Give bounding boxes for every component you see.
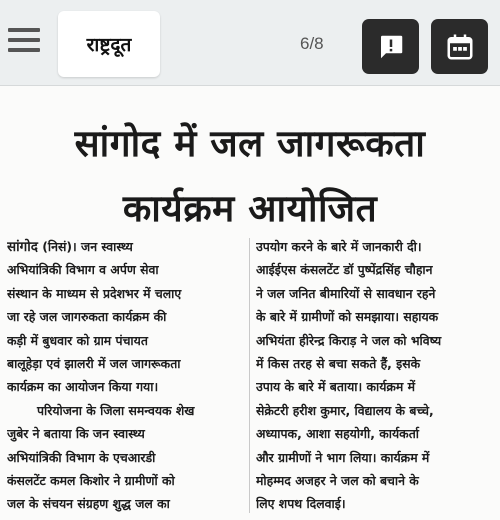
comment-button[interactable]: [362, 19, 419, 74]
app-header: [0, 0, 500, 86]
calendar-icon: [445, 32, 475, 62]
column-line: अभियांत्रिकी विभाग के एचआरडी: [7, 449, 156, 465]
column-line: लिए शपथ दिलवाई।: [256, 496, 346, 512]
column-line: और ग्रामीणों ने भाग लिया। कार्यक्रम में: [256, 449, 430, 465]
newspaper-logo[interactable]: [58, 11, 160, 77]
column-line: परियोजना के जिला समन्वयक शेख: [37, 402, 195, 418]
column-line: संस्थान के माध्यम से प्रदेशभर में चलाए: [7, 285, 182, 301]
column-line: कंसलटेंट कमल किशोर ने ग्रामीणों को: [7, 472, 175, 488]
column-line: ने जल जनित बीमारियों से सावधान रहने: [256, 285, 436, 301]
logo-text: राष्ट्रदूत: [86, 34, 132, 56]
column-line: कड़ी में बुधवार को ग्राम पंचायत: [7, 332, 148, 348]
news-article: [0, 86, 500, 520]
article-column-right: [256, 235, 494, 516]
hamburger-menu-icon[interactable]: [8, 28, 40, 54]
comment-alert-icon: [376, 32, 406, 62]
column-line: जा रहे जल जागरुकता कार्यक्रम की: [7, 309, 167, 325]
headline-line-2: कार्यक्रम आयोजित: [122, 187, 378, 230]
column-line: जल के संचयन संग्रहण शुद्ध जल का: [7, 496, 170, 512]
column-line: सेक्रेटरी हरीश कुमार, विद्यालय के बच्चे,: [256, 402, 434, 418]
headline-line-1: सांगोद में जल जागरूकता: [74, 122, 426, 165]
column-line: आईईएस कंसलटेंट डॉ पुष्पेंद्रसिंह चौहान: [256, 262, 433, 278]
dateline: सांगोद: [7, 239, 38, 255]
page-indicator: 6/8: [300, 34, 324, 53]
column-line: अध्यापक, आशा सहयोगी, कार्यकर्ता: [256, 426, 419, 442]
column-line: जुबेर ने बताया कि जन स्वास्थ्य: [7, 426, 145, 442]
column-line: में किस तरह से बचा सकते हैं, इसके: [256, 355, 421, 371]
column-line: सांगोद (निसं)। जन स्वास्थ्य: [7, 239, 133, 255]
calendar-button[interactable]: [431, 19, 488, 74]
column-line: अभियांत्रिकी विभाग व अर्पण सेवा: [7, 262, 159, 278]
column-line: कार्यक्रम का आयोजन किया गया।: [7, 379, 159, 395]
column-line: उपयोग करने के बारे में जानकारी दी।: [256, 239, 422, 254]
column-line: के बारे में ग्रामीणों को समझाया। सहायक: [256, 309, 439, 325]
column-line: बालूहेड़ा एवं झालरी में जल जागरूकता: [7, 355, 181, 371]
column-line: उपाय के बारे में बताया। कार्यक्रम में: [256, 379, 416, 395]
column-line: मोहम्मद अजहर ने जल को बचाने के: [256, 472, 419, 488]
article-column-left: [7, 235, 247, 516]
column-line: अभियंता हीरेन्द्र किराड़ ने जल को भविष्य: [256, 332, 442, 348]
column-divider: [249, 238, 250, 513]
